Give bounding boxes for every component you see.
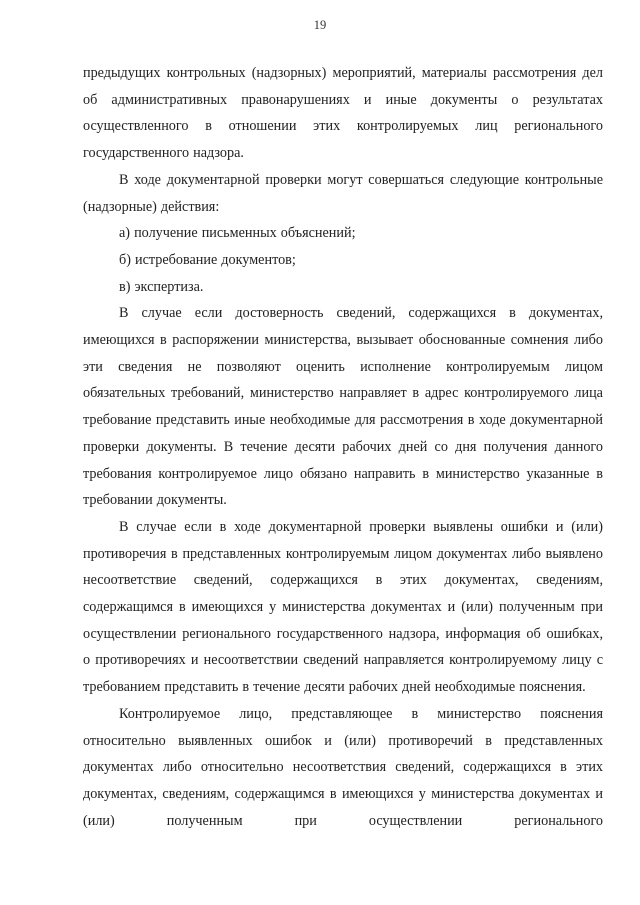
paragraph-actions-intro: В ходе документарной проверки могут совершаться следующие контрольные (надзорные) действия: (83, 171, 603, 215)
list-item-b: б) истребование документов; (119, 251, 296, 268)
paragraph-errors-found: В случае если в ходе документарной проверки выявлены ошибки и (или) противоречия в представленных контролируемым лицом документах либо выявлено несоответствие сведений, содержащихся в этих документах, сведениям, содержащимся в имеющихся у министерства документах и (или) полученным при осуществлении регионального государственного надзора, информация об ошибках, о противоречиях и несоответствии сведений направляется контролируемому лицу с требованием представить в течение десяти рабочих дней необходимые пояснения. (83, 518, 603, 696)
list-item-c: в) экспертиза. (119, 278, 204, 295)
list-item-a: а) получение письменных объяснений; (119, 225, 356, 242)
page-number: 19 (313, 18, 327, 32)
paragraph-continuation: предыдущих контрольных (надзорных) мероприятий, материалы рассмотрения дел об административных правонарушениях и иные документы о результатах осуществленного в отношении этих контролируемых лиц регионального государственного надзора. (83, 65, 603, 162)
paragraph-doubtful-information: В случае если достоверность сведений, содержащихся в документах, имеющихся в распоряжении министерства, вызывает обоснованные сомнения либо эти сведения не позволяют оценить исполнение контролируемым лицом обязательных требований, министерство направляет в адрес контролируемого лица требование представить иные необходимые для рассмотрения в ходе документарной проверки документы. В течение десяти рабочих дней со дня получения данного требования контролируемое лицо обязано направить в министерство указанные в требовании документы. (83, 305, 603, 509)
paragraph-explanations: Контролируемое лицо, представляющее в министерство пояснения относительно выявленных ошибок и (или) противоречий в представленных документах либо относительно несоответствия сведений, содержащихся в этих документах, сведениям, содержащимся в имеющихся у министерства документах и (или) полученным при осуществлении регионального (83, 705, 603, 829)
document-body (83, 60, 603, 834)
